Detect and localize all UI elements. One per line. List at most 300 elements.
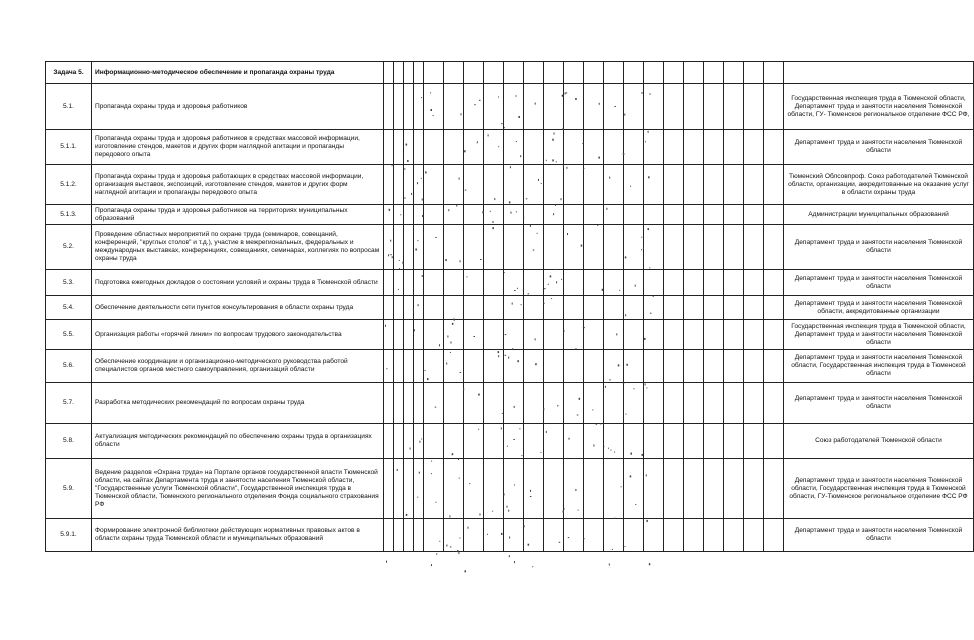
row-code: 5.2. [46, 225, 92, 270]
schedule-cell [404, 459, 414, 519]
speckle-dot [514, 561, 515, 563]
schedule-cell [684, 459, 704, 519]
schedule-cell [584, 459, 604, 519]
row-code: 5.4. [46, 296, 92, 320]
schedule-cell [684, 165, 704, 205]
schedule-cell [584, 296, 604, 320]
schedule-cell [664, 350, 684, 383]
schedule-cell [564, 84, 584, 130]
schedule-cell [484, 320, 504, 350]
schedule-cell [744, 225, 764, 270]
schedule-cell [504, 130, 524, 165]
schedule-cell [544, 296, 564, 320]
schedule-cell [414, 165, 424, 205]
schedule-cell [664, 519, 684, 552]
row-executor: Департамент труда и занятости населения Тюменской области [784, 383, 974, 424]
schedule-cell [704, 350, 724, 383]
row-title: Пропаганда охраны труда и здоровья работников в средствах массовой информации, изготовление стендов, макетов и других форм наглядной агитации и пропаганды передового опыта [92, 130, 384, 165]
schedule-cell [394, 383, 404, 424]
schedule-cell [644, 225, 664, 270]
schedule-cell [424, 320, 444, 350]
schedule-cell [604, 424, 624, 459]
schedule-cell [724, 225, 744, 270]
schedule-cell [464, 165, 484, 205]
schedule-cell [664, 165, 684, 205]
row-executor: Департамент труда и занятости населения Тюменской области [784, 270, 974, 296]
schedule-cell [384, 424, 394, 459]
speckle-dot [386, 561, 387, 563]
schedule-cell [484, 424, 504, 459]
schedule-cell [724, 350, 744, 383]
schedule-cell [484, 225, 504, 270]
schedule-cell [564, 519, 584, 552]
schedule-cell [604, 383, 624, 424]
schedule-cell [414, 320, 424, 350]
schedule-cell [664, 62, 684, 84]
schedule-cell [664, 225, 684, 270]
schedule-cell [424, 424, 444, 459]
schedule-cell [644, 519, 664, 552]
speckle-dot [509, 555, 510, 557]
schedule-cell [464, 62, 484, 84]
speckle-dot [649, 563, 651, 565]
schedule-cell [664, 424, 684, 459]
schedule-cell [464, 320, 484, 350]
row-executor [784, 62, 974, 84]
schedule-cell [644, 350, 664, 383]
schedule-cell [424, 225, 444, 270]
schedule-cell [624, 350, 644, 383]
schedule-cell [504, 165, 524, 205]
schedule-cell [544, 130, 564, 165]
schedule-cell [584, 62, 604, 84]
schedule-cell [564, 459, 584, 519]
schedule-cell [704, 519, 724, 552]
schedule-cell [644, 205, 664, 225]
schedule-cell [724, 270, 744, 296]
schedule-cell [564, 130, 584, 165]
schedule-cell [624, 84, 644, 130]
schedule-cell [464, 225, 484, 270]
schedule-cell [504, 424, 524, 459]
table-row [46, 383, 974, 424]
schedule-cell [414, 205, 424, 225]
schedule-cell [524, 270, 544, 296]
schedule-cell [394, 424, 404, 459]
schedule-cell [624, 130, 644, 165]
schedule-cell [484, 296, 504, 320]
row-code: 5.1.2. [46, 165, 92, 205]
row-code: 5.1. [46, 84, 92, 130]
schedule-cell [394, 296, 404, 320]
row-executor: Департамент труда и занятости населения Тюменской области [784, 519, 974, 552]
schedule-cell [384, 165, 394, 205]
schedule-cell [394, 130, 404, 165]
schedule-cell [384, 225, 394, 270]
speckle-dot [436, 554, 438, 555]
schedule-cell [724, 84, 744, 130]
schedule-cell [414, 519, 424, 552]
schedule-cell [564, 383, 584, 424]
row-executor: Департамент труда и занятости населения Тюменской области, Государственная инспекция труда в Тюменской области, ГУ-Тюменское региональное отделение ФСС РФ [784, 459, 974, 519]
row-code: 5.7. [46, 383, 92, 424]
schedule-cell [624, 62, 644, 84]
schedule-cell [664, 270, 684, 296]
schedule-cell [764, 383, 784, 424]
row-code: 5.1.1. [46, 130, 92, 165]
schedule-cell [464, 296, 484, 320]
schedule-cell [584, 225, 604, 270]
schedule-cell [524, 320, 544, 350]
schedule-cell [404, 320, 414, 350]
schedule-cell [414, 459, 424, 519]
schedule-cell [624, 383, 644, 424]
schedule-cell [414, 383, 424, 424]
schedule-cell [444, 383, 464, 424]
schedule-cell [524, 519, 544, 552]
schedule-cell [704, 296, 724, 320]
schedule-cell [404, 350, 414, 383]
schedule-cell [584, 270, 604, 296]
schedule-cell [394, 459, 404, 519]
schedule-cell [414, 270, 424, 296]
schedule-cell [544, 270, 564, 296]
schedule-cell [544, 84, 564, 130]
schedule-cell [544, 383, 564, 424]
schedule-cell [504, 320, 524, 350]
row-title: Пропаганда охраны труда и здоровья работающих в средствах массовой информации, организация выставок, экспозиций, изготовление стендов, макетов и других форм наглядной агитации и пропаганды передового опыта [92, 165, 384, 205]
schedule-cell [724, 459, 744, 519]
schedule-cell [464, 205, 484, 225]
schedule-cell [704, 165, 724, 205]
schedule-cell [584, 320, 604, 350]
schedule-cell [414, 296, 424, 320]
row-title: Ведение разделов «Охрана труда» на Портале органов государственной власти Тюменской области, на сайтах Департамента труда и занятости населения Тюменской области, "Государственные услуги Тюменской области", Государственной инспекция труда в Тюменской области, Тюменского регионального отделения Фонда социального страхования РФ [92, 459, 384, 519]
row-title: Подготовка ежегодных докладов о состоянии условий и охраны труда в Тюменской области [92, 270, 384, 296]
schedule-cell [744, 270, 764, 296]
schedule-cell [684, 320, 704, 350]
schedule-cell [484, 130, 504, 165]
row-title: Обеспечение деятельности сети пунктов консультирования в области охраны труда [92, 296, 384, 320]
schedule-cell [744, 519, 764, 552]
table-row [46, 459, 974, 519]
schedule-cell [484, 459, 504, 519]
schedule-cell [684, 225, 704, 270]
schedule-cell [624, 205, 644, 225]
schedule-cell [384, 519, 394, 552]
schedule-cell [584, 130, 604, 165]
schedule-cell [644, 270, 664, 296]
schedule-cell [604, 225, 624, 270]
schedule-cell [384, 270, 394, 296]
schedule-cell [424, 459, 444, 519]
schedule-cell [424, 270, 444, 296]
schedule-cell [664, 84, 684, 130]
schedule-cell [704, 320, 724, 350]
schedule-cell [504, 225, 524, 270]
schedule-cell [424, 165, 444, 205]
schedule-cell [444, 165, 464, 205]
schedule-cell [394, 270, 404, 296]
row-code: 5.8. [46, 424, 92, 459]
schedule-cell [424, 62, 444, 84]
speckle-dot [532, 566, 533, 567]
schedule-cell [564, 205, 584, 225]
schedule-cell [624, 424, 644, 459]
schedule-cell [624, 270, 644, 296]
schedule-cell [504, 296, 524, 320]
schedule-cell [604, 320, 624, 350]
schedule-cell [484, 270, 504, 296]
schedule-cell [384, 350, 394, 383]
schedule-cell [484, 205, 504, 225]
schedule-cell [644, 296, 664, 320]
table-row [46, 270, 974, 296]
schedule-cell [604, 205, 624, 225]
schedule-cell [444, 84, 464, 130]
schedule-cell [414, 424, 424, 459]
schedule-cell [744, 296, 764, 320]
row-title: Проведение областных мероприятий по охране труда (семинаров, совещаний, конференций, "круглых столов" и т.д.), участие в межрегиональных, федеральных и международных выставках, конференциях, совещаниях, семинарах, коллегиях по вопросам охраны труда [92, 225, 384, 270]
schedule-cell [604, 519, 624, 552]
schedule-cell [464, 130, 484, 165]
speckle-dot [609, 564, 610, 566]
row-executor: Государственная инспекция труда в Тюменской области, Департамент труда и занятости населения Тюменской области [784, 320, 974, 350]
schedule-cell [544, 350, 564, 383]
schedule-cell [464, 383, 484, 424]
schedule-cell [504, 519, 524, 552]
schedule-cell [384, 383, 394, 424]
schedule-cell [524, 424, 544, 459]
schedule-cell [584, 165, 604, 205]
table-row [46, 84, 974, 130]
schedule-cell [724, 165, 744, 205]
schedule-cell [484, 519, 504, 552]
schedule-cell [764, 270, 784, 296]
schedule-cell [404, 519, 414, 552]
schedule-cell [464, 459, 484, 519]
schedule-cell [504, 205, 524, 225]
schedule-cell [444, 270, 464, 296]
row-executor: Администрации муниципальных образований [784, 205, 974, 225]
row-code: 5.6. [46, 350, 92, 383]
schedule-cell [764, 165, 784, 205]
schedule-cell [644, 130, 664, 165]
schedule-cell [764, 84, 784, 130]
schedule-cell [744, 84, 764, 130]
row-executor: Департамент труда и занятости населения Тюменской области [784, 225, 974, 270]
schedule-cell [464, 84, 484, 130]
schedule-cell [544, 459, 564, 519]
schedule-cell [544, 225, 564, 270]
speckle-dot [465, 570, 467, 572]
schedule-cell [444, 225, 464, 270]
schedule-cell [404, 225, 414, 270]
schedule-cell [644, 383, 664, 424]
schedule-cell [764, 62, 784, 84]
schedule-cell [564, 225, 584, 270]
row-title: Формирование электронной библиотеки действующих нормативных правовых актов в области охраны труда Тюменской области и муниципальных образований [92, 519, 384, 552]
table-row [46, 165, 974, 205]
table-row [46, 225, 974, 270]
schedule-cell [684, 383, 704, 424]
schedule-cell [404, 165, 414, 205]
schedule-cell [564, 424, 584, 459]
table-row [46, 205, 974, 225]
schedule-cell [524, 350, 544, 383]
schedule-cell [704, 383, 724, 424]
schedule-cell [394, 165, 404, 205]
schedule-cell [524, 296, 544, 320]
schedule-cell [664, 459, 684, 519]
schedule-cell [464, 270, 484, 296]
schedule-cell [704, 205, 724, 225]
schedule-cell [544, 205, 564, 225]
schedule-cell [684, 270, 704, 296]
row-title: Пропаганда охраны труда и здоровья работников [92, 84, 384, 130]
row-title: Пропаганда охраны труда и здоровья работников на территориях муниципальных образований [92, 205, 384, 225]
schedule-cell [444, 459, 464, 519]
schedule-cell [384, 130, 394, 165]
row-code: 5.3. [46, 270, 92, 296]
schedule-cell [404, 270, 414, 296]
schedule-cell [764, 205, 784, 225]
schedule-cell [444, 424, 464, 459]
schedule-cell [424, 350, 444, 383]
schedule-cell [444, 320, 464, 350]
schedule-cell [684, 130, 704, 165]
schedule-cell [664, 320, 684, 350]
schedule-cell [624, 459, 644, 519]
schedule-cell [404, 205, 414, 225]
schedule-cell [684, 205, 704, 225]
schedule-cell [464, 424, 484, 459]
schedule-cell [484, 165, 504, 205]
schedule-cell [544, 62, 564, 84]
program-table [45, 61, 974, 552]
schedule-cell [664, 205, 684, 225]
schedule-cell [394, 519, 404, 552]
schedule-cell [624, 225, 644, 270]
schedule-cell [504, 350, 524, 383]
schedule-cell [544, 320, 564, 350]
schedule-cell [584, 519, 604, 552]
schedule-cell [744, 320, 764, 350]
row-code: 5.9. [46, 459, 92, 519]
row-title: Организация работы «горячей линии» по вопросам трудового законодательства [92, 320, 384, 350]
schedule-cell [524, 225, 544, 270]
schedule-cell [484, 383, 504, 424]
schedule-cell [644, 459, 664, 519]
schedule-cell [484, 350, 504, 383]
schedule-cell [584, 205, 604, 225]
schedule-cell [644, 84, 664, 130]
schedule-cell [414, 62, 424, 84]
row-executor: Департамент труда и занятости населения Тюменской области, Государственная инспекция труда в Тюменской области [784, 350, 974, 383]
schedule-cell [564, 62, 584, 84]
schedule-cell [704, 270, 724, 296]
schedule-cell [404, 130, 414, 165]
schedule-cell [704, 62, 724, 84]
schedule-cell [664, 383, 684, 424]
row-executor: Департамент труда и занятости населения Тюменской области [784, 130, 974, 165]
schedule-cell [424, 519, 444, 552]
schedule-cell [504, 270, 524, 296]
table-row [46, 130, 974, 165]
schedule-cell [684, 519, 704, 552]
row-title: Информационно-методическое обеспечение и пропаганда охраны труда [92, 62, 384, 84]
schedule-cell [624, 519, 644, 552]
schedule-cell [724, 424, 744, 459]
schedule-cell [564, 165, 584, 205]
schedule-cell [724, 320, 744, 350]
schedule-cell [764, 296, 784, 320]
schedule-cell [684, 350, 704, 383]
schedule-cell [644, 165, 664, 205]
schedule-cell [404, 424, 414, 459]
schedule-cell [604, 350, 624, 383]
speckle-dot [431, 564, 432, 566]
schedule-cell [424, 84, 444, 130]
schedule-cell [394, 320, 404, 350]
speckle-dot [458, 552, 459, 554]
schedule-cell [704, 84, 724, 130]
schedule-cell [724, 519, 744, 552]
schedule-cell [414, 350, 424, 383]
row-executor: Государственная инспекция труда в Тюменской области, Департамент труда и занятости населения Тюменской области, ГУ- Тюменское региональное отделение ФСС РФ, [784, 84, 974, 130]
schedule-cell [484, 84, 504, 130]
schedule-cell [704, 459, 724, 519]
schedule-cell [644, 62, 664, 84]
schedule-cell [384, 205, 394, 225]
schedule-cell [584, 383, 604, 424]
row-executor: Департамент труда и занятости населения Тюменской области, аккредитованные организации [784, 296, 974, 320]
schedule-cell [524, 459, 544, 519]
schedule-cell [444, 205, 464, 225]
schedule-cell [564, 320, 584, 350]
schedule-cell [744, 165, 764, 205]
schedule-cell [384, 296, 394, 320]
schedule-cell [484, 62, 504, 84]
row-title: Актуализация методических рекомендаций по обеспечению охраны труда в организациях области [92, 424, 384, 459]
schedule-cell [684, 424, 704, 459]
schedule-cell [384, 84, 394, 130]
schedule-cell [394, 205, 404, 225]
table-body [46, 62, 974, 552]
schedule-cell [724, 296, 744, 320]
schedule-cell [584, 424, 604, 459]
schedule-cell [724, 130, 744, 165]
schedule-cell [604, 459, 624, 519]
schedule-cell [394, 225, 404, 270]
row-executor: Тюменский Облсовпроф. Союз работодателей Тюменской области, организации, аккредитованные на оказание услуг в области охраны труда [784, 165, 974, 205]
schedule-cell [504, 459, 524, 519]
row-code: 5.1.3. [46, 205, 92, 225]
schedule-cell [644, 320, 664, 350]
schedule-cell [544, 519, 564, 552]
schedule-cell [764, 350, 784, 383]
schedule-cell [524, 205, 544, 225]
schedule-cell [564, 296, 584, 320]
schedule-cell [394, 350, 404, 383]
schedule-cell [744, 383, 764, 424]
schedule-cell [604, 62, 624, 84]
schedule-cell [444, 130, 464, 165]
schedule-cell [704, 225, 724, 270]
table-row [46, 519, 974, 552]
row-title: Обеспечение координации и организационно-методического руководства работой специалистов органов местного самоуправления, организаций области [92, 350, 384, 383]
schedule-cell [744, 130, 764, 165]
